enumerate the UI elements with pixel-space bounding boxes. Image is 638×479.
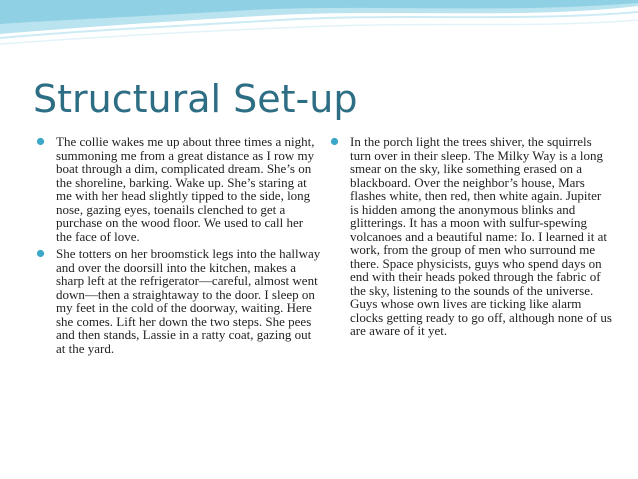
bullet-item bbox=[330, 135, 612, 338]
bullet-text: In the porch light the trees shiver, the squirrels turn over in their sleep. The Milky Way is a long smear on the sky, like something erased on a blackboard. Over the neighbor’s house, Mars flashes white, then red, then white again. Jupiter is hidden among the anonymous blinks and glitterings. It has a moon with sulfur-spewing volcanoes and a beautiful name: Io. I learned it at work, from the group of men who surround me there. Space physicists, guys who spend days on end with their heads poked through the fabric of the sky, listening to the sounds of the universe. Guys whose own lives are ticking like alarm clocks getting ready to go off, although none of us are aware of it yet. bbox=[350, 134, 612, 338]
left-column bbox=[36, 135, 322, 359]
bullet-item bbox=[36, 135, 322, 243]
slide-title: Structural Set-up bbox=[33, 77, 358, 121]
decorative-wave-header bbox=[0, 0, 638, 60]
bullet-text: She totters on her broomstick legs into the hallway and over the doorsill into the kitchen, makes a sharp left at the refrigerator—careful, almost went down—then a straightaway to the door. I sleep on my feet in the cold of the doorway, waiting. Here she comes. Lift her down the two steps. She pees and then stands, Lassie in a ratty coat, gazing out at the yard. bbox=[56, 246, 321, 356]
bullet-icon bbox=[36, 249, 45, 258]
right-column bbox=[330, 135, 612, 342]
bullet-item bbox=[36, 247, 322, 355]
bullet-icon bbox=[36, 137, 45, 146]
bullet-text: The collie wakes me up about three times a night, summoning me from a great distance as I row my boat through a dim, complicated dream. She’s on the shoreline, barking. Wake up. She’s staring at me with her head slightly tipped to the side, long nose, gazing eyes, toenails clenched to get a purchase on the wood floor. We used to call her the face of love. bbox=[56, 134, 315, 244]
bullet-icon bbox=[330, 137, 339, 146]
